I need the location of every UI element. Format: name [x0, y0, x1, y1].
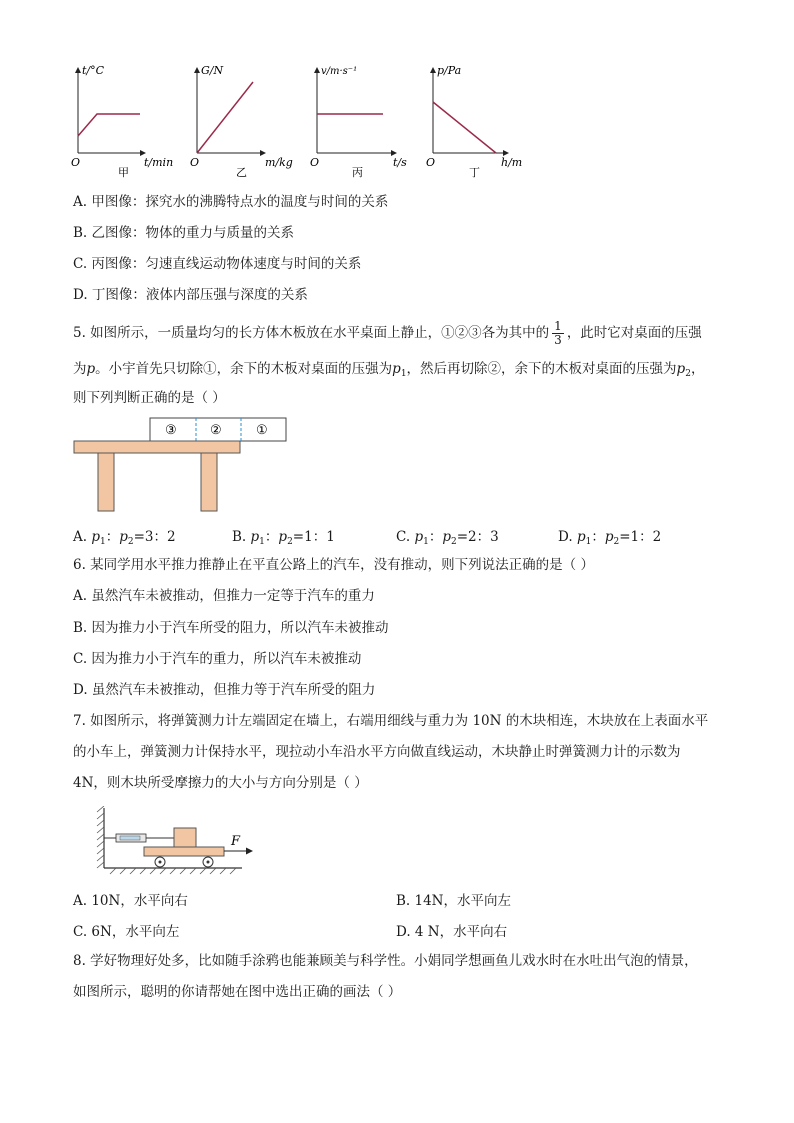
graph-ding-xlabel: h/m — [501, 156, 523, 169]
q4-option-d[interactable]: D. 丁图像：液体内部压强与深度的关系 — [73, 287, 308, 303]
graph-ding — [426, 64, 522, 179]
q7-option-a[interactable]: A. 10N，水平向右 — [73, 893, 188, 909]
q7-option-b[interactable]: B. 14N，水平向左 — [396, 893, 511, 909]
q7-option-c[interactable]: C. 6N，水平向左 — [73, 924, 180, 940]
q6-option-b[interactable]: B. 因为推力小于汽车所受的阻力，所以汽车未被推动 — [73, 620, 389, 636]
q6-option-a[interactable]: A. 虽然汽车未被推动，但推力一定等于汽车的重力 — [73, 588, 375, 604]
q5-tabletop — [74, 441, 240, 453]
q5-table-leg-right — [201, 453, 217, 511]
q5-board-label-1: ① — [256, 423, 268, 438]
q5-option-d[interactable]: D. $p_1$：$p_2=1$：2 — [558, 529, 662, 547]
graph-ding-ylabel: p/Pa — [437, 64, 462, 77]
q7-spring-scale — [104, 834, 174, 842]
graph-yi-origin: O — [190, 156, 200, 169]
q5-table-leg-left — [98, 453, 114, 511]
graph-jia-line — [78, 114, 140, 136]
graph-jia — [71, 64, 173, 179]
q6-option-d[interactable]: D. 虽然汽车未被推动，但推力等于汽车所受的阻力 — [73, 682, 376, 698]
q5-table-figure — [70, 416, 292, 516]
q5-text1: 5. 如图所示，一质量均匀的长方体木板放在水平桌面上静止，①②③各为其中的 — [73, 325, 550, 341]
q5-stem-line1 — [73, 320, 702, 347]
q7-ground — [104, 868, 242, 874]
graph-bing-xlabel: t/s — [393, 156, 407, 169]
q7-cart-figure — [92, 806, 264, 876]
q7-wall — [97, 806, 104, 868]
q5-fraction: $\frac{1}{3}$ — [554, 319, 562, 347]
q7-force-label: F — [231, 834, 241, 849]
q5-board-label-2: ② — [210, 423, 222, 438]
q7-stem-line1: 7. 如图所示，将弹簧测力计左端固定在墙上，右端用细线与重力为 10N 的木块相连，木块放在上表面水平 — [73, 713, 709, 729]
q5-option-c[interactable]: C. $p_1$：$p_2=2$：3 — [396, 529, 499, 547]
graph-bing-ylabel: v/m·s⁻¹ — [321, 66, 358, 77]
graphs-figure — [60, 58, 540, 186]
graph-bing-origin: O — [310, 156, 320, 169]
q5-stem-line2: 为p。小宇首先只切除①，余下的木板对桌面的压强为$p_1$，然后再切除②，余下的木板对桌面的压强为$p_2$， — [73, 361, 705, 379]
graph-ding-caption: 丁 — [469, 166, 480, 179]
q5-option-a[interactable]: A. $p_1$：$p_2=3$：2 — [73, 529, 176, 547]
graph-jia-caption: 甲 — [118, 166, 129, 179]
graph-ding-line — [433, 102, 496, 153]
graph-yi-ylabel: G/N — [201, 64, 224, 77]
q7-stem-line2: 的小车上，弹簧测力计保持水平，现拉动小车沿水平方向做直线运动，木块静止时弹簧测力计的示数为 — [73, 744, 681, 760]
graph-yi-xlabel: m/kg — [265, 156, 293, 169]
graph-yi — [190, 64, 293, 179]
graph-jia-ylabel: t/°C — [82, 64, 105, 77]
graph-yi-caption: 乙 — [236, 166, 247, 179]
q4-option-b[interactable]: B. 乙图像：物体的重力与质量的关系 — [73, 225, 295, 241]
graph-yi-line — [197, 82, 253, 153]
graph-ding-origin: O — [426, 156, 436, 169]
graph-jia-origin: O — [71, 156, 81, 169]
q7-wooden-block — [174, 828, 196, 847]
graph-bing-caption: 丙 — [352, 166, 363, 179]
q7-stem-line3: 4N，则木块所受摩擦力的大小与方向分别是（ ） — [73, 775, 368, 791]
q5-board-label-3: ③ — [165, 423, 177, 438]
q6-option-c[interactable]: C. 因为推力小于汽车的重力，所以汽车未被推动 — [73, 651, 362, 667]
q5-text1b: ，此时它对桌面的压强 — [566, 325, 702, 341]
graph-bing — [310, 66, 407, 179]
q6-stem: 6. 某同学用水平推力推静止在平直公路上的汽车，没有推动，则下列说法正确的是（ ） — [73, 557, 594, 573]
q8-stem-line1: 8. 学好物理好处多，比如随手涂鸦也能兼顾美与科学性。小娟同学想画鱼儿戏水时在水吐出气泡的情景， — [73, 953, 698, 969]
q5-stem-line3: 则下列判断正确的是（ ） — [73, 390, 226, 406]
graph-jia-xlabel: t/min — [144, 156, 174, 169]
q4-option-a[interactable]: A. 甲图像：探究水的沸腾特点水的温度与时间的关系 — [73, 194, 389, 210]
q8-stem-line2: 如图所示，聪明的你请帮她在图中选出正确的画法（ ） — [73, 984, 402, 1000]
q7-option-d[interactable]: D. 4 N，水平向右 — [396, 924, 508, 940]
q7-cart — [144, 847, 224, 856]
q4-option-c[interactable]: C. 丙图像：匀速直线运动物体速度与时间的关系 — [73, 256, 362, 272]
q5-option-b[interactable]: B. $p_1$：$p_2=1$：1 — [232, 529, 335, 547]
